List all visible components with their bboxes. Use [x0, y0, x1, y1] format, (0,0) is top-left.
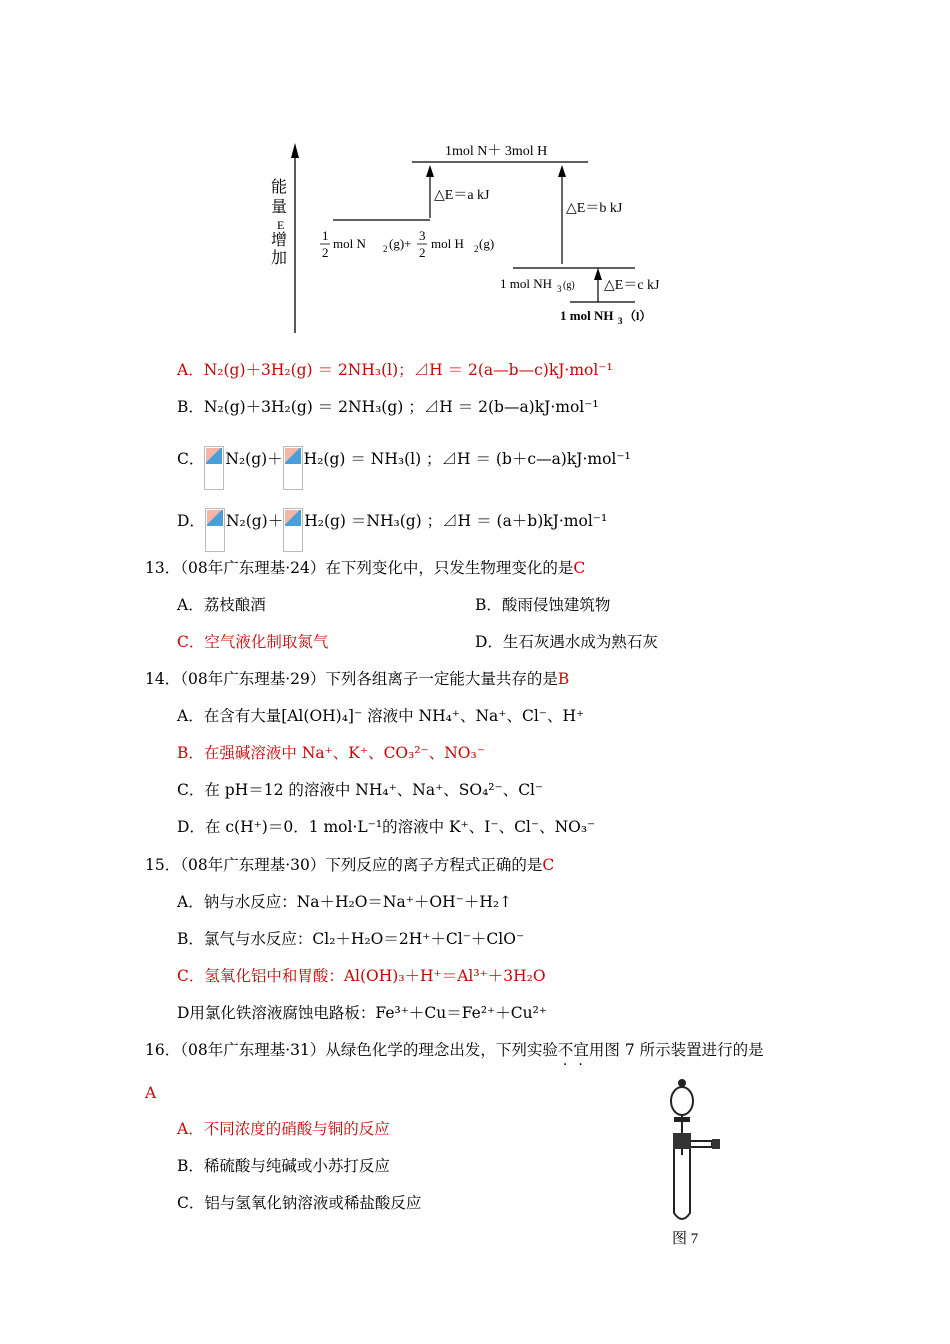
broken-image-icon — [283, 508, 303, 552]
figure-7-label: 图 7 — [672, 1231, 699, 1247]
q13-stem — [145, 558, 585, 578]
q16-option-b: B．稀硫酸与纯碱或小苏打反应 — [177, 1157, 390, 1175]
delta-e-b: △E＝b kJ — [566, 201, 623, 216]
q16-emphasis-2: 宜 — [573, 1041, 589, 1059]
q13-answer: C — [573, 559, 586, 577]
q15-answer: C — [542, 856, 555, 874]
test-tube — [674, 1149, 690, 1219]
delta-e-a: △E＝a kJ — [434, 188, 490, 203]
reactant-n2-sub: 2 — [383, 244, 388, 254]
level-nh3-gas-label — [500, 276, 575, 294]
nh3l-state: （l） — [624, 309, 652, 323]
q16-option-a: A．不同浓度的硝酸与铜的反应 — [177, 1120, 390, 1138]
funnel-bulb — [671, 1087, 693, 1115]
q16-stem-pre: 16．（08年广东理基·31）从绿色化学的理念出发，下列实验 — [145, 1041, 558, 1059]
q12-option-c-label: C． — [177, 450, 205, 468]
axis-label-char: 加 — [271, 250, 288, 267]
q14-stem — [145, 669, 569, 689]
q13-option-a: A．荔枝酿酒 — [177, 596, 266, 614]
broken-image-icon — [205, 508, 225, 552]
frac2-num: 3 — [419, 228, 426, 243]
figure-7-apparatus — [660, 1075, 740, 1250]
frac1-den: 2 — [322, 245, 329, 260]
axis-label — [271, 178, 287, 267]
axis-label-char: 增 — [271, 232, 288, 249]
reactant-n2-state: (g)+ — [389, 236, 412, 251]
side-arm — [691, 1141, 712, 1147]
reactant-n2: mol N — [333, 236, 366, 251]
axis-label-char: 量 — [271, 199, 288, 216]
q12-option-d-label: D． — [177, 512, 205, 530]
delta-e-c: △E＝c kJ — [604, 278, 660, 293]
q15-option-b: B．氯气与水反应：Cl₂＋H₂O＝2H⁺＋Cl⁻＋ClO⁻ — [177, 930, 525, 948]
energy-level-diagram — [0, 0, 950, 345]
energy-axis-arrow — [291, 143, 299, 158]
q14-answer: B — [557, 670, 570, 688]
axis-label-char: E — [277, 218, 285, 232]
reactant-h2-sub: 2 — [474, 244, 479, 254]
q12-option-d-part1: N₂(g)＋ — [225, 512, 284, 530]
q12-option-c — [177, 446, 631, 490]
reactant-h2: mol H — [431, 236, 464, 251]
frac2-den: 2 — [419, 245, 426, 260]
nh3l-text: 1 mol NH — [560, 308, 614, 323]
q13-option-c: C．空气液化制取氮气 — [177, 633, 329, 651]
arrow-a-head — [426, 165, 434, 177]
q14-option-c: C．在 pH＝12 的溶液中 NH₄⁺、Na⁺、SO₄²⁻、Cl⁻ — [177, 781, 544, 799]
q15-option-d: D用氯化铁溶液腐蚀电路板：Fe³⁺＋Cu＝Fe²⁺＋Cu²⁺ — [177, 1004, 547, 1022]
q14-option-d: D．在 c(H⁺)＝0．1 mol·L⁻¹的溶液中 K⁺、I⁻、Cl⁻、NO₃⁻ — [177, 818, 596, 836]
q15-stem — [145, 855, 554, 875]
broken-image-icon — [283, 446, 303, 490]
arrow-b-head — [558, 165, 566, 177]
funnel-stopper — [678, 1079, 686, 1087]
q12-option-c-part1: N₂(g)＋ — [225, 450, 283, 468]
q16-option-c: C．铝与氢氧化钠溶液或稀盐酸反应 — [177, 1194, 422, 1212]
q16-answer: A — [145, 1084, 157, 1102]
level-atoms-label: 1mol N＋ 3mol H — [445, 144, 548, 159]
level-reactants-label — [320, 228, 494, 260]
q15-option-a: A．钠与水反应：Na＋H₂O＝Na⁺＋OH⁻＋H₂↑ — [177, 893, 513, 911]
broken-image-icon — [204, 446, 224, 490]
tube-stopper — [673, 1133, 691, 1149]
axis-label-char: 能 — [271, 179, 288, 196]
q13-stem-text: 13．（08年广东理基·24）在下列变化中，只发生物理变化的是 — [145, 559, 574, 577]
q12-option-c-part2: H₂(g) ＝ NH₃(l) ；⊿H ＝ (b＋c—a)kJ·mol⁻¹ — [303, 450, 631, 468]
nh3g-text: 1 mol NH — [500, 276, 552, 291]
q14-option-a: A．在含有大量[Al(OH)₄]⁻ 溶液中 NH₄⁺、Na⁺、Cl⁻、H⁺ — [177, 707, 585, 725]
arrow-c-head — [594, 268, 602, 280]
q13-option-d: D．生石灰遇水成为熟石灰 — [475, 633, 658, 651]
q16-stem — [145, 1040, 764, 1060]
q12-option-b: B．N₂(g)＋3H₂(g) ＝ 2NH₃(g) ；⊿H ＝ 2(b—a)kJ·mol⁻¹ — [177, 398, 599, 416]
level-nh3-liquid-label — [560, 308, 651, 326]
nh3g-sub: 3 — [557, 284, 562, 294]
q12-option-a: A．N₂(g)＋3H₂(g) ＝ 2NH₃(l)；⊿H ＝ 2(a—b—c)kJ·mol⁻¹ — [177, 361, 613, 379]
frac1-num: 1 — [322, 228, 329, 243]
q15-stem-text: 15．（08年广东理基·30）下列反应的离子方程式正确的是 — [145, 856, 543, 874]
nh3g-state: (g) — [563, 280, 575, 291]
nh3l-sub: 3 — [618, 316, 623, 326]
q12-option-d-part2: H₂(g) ＝NH₃(g) ；⊿H ＝ (a＋b)kJ·mol⁻¹ — [304, 512, 608, 530]
q12-option-d — [177, 508, 607, 552]
q14-option-b: B．在强碱溶液中 Na⁺、K⁺、CO₃²⁻、NO₃⁻ — [177, 744, 485, 762]
q16-stem-post: 用图 7 所示装置进行的是 — [588, 1041, 764, 1059]
q14-stem-text: 14．（08年广东理基·29）下列各组离子一定能大量共存的是 — [145, 670, 558, 688]
q13-option-b: B．酸雨侵蚀建筑物 — [475, 596, 611, 614]
q15-option-c: C．氢氧化铝中和胃酸：Al(OH)₃＋H⁺＝Al³⁺＋3H₂O — [177, 967, 546, 985]
q16-emphasis-1: 不 — [557, 1041, 574, 1059]
side-arm-tip — [712, 1139, 720, 1149]
reactant-h2-state: (g) — [479, 236, 495, 251]
